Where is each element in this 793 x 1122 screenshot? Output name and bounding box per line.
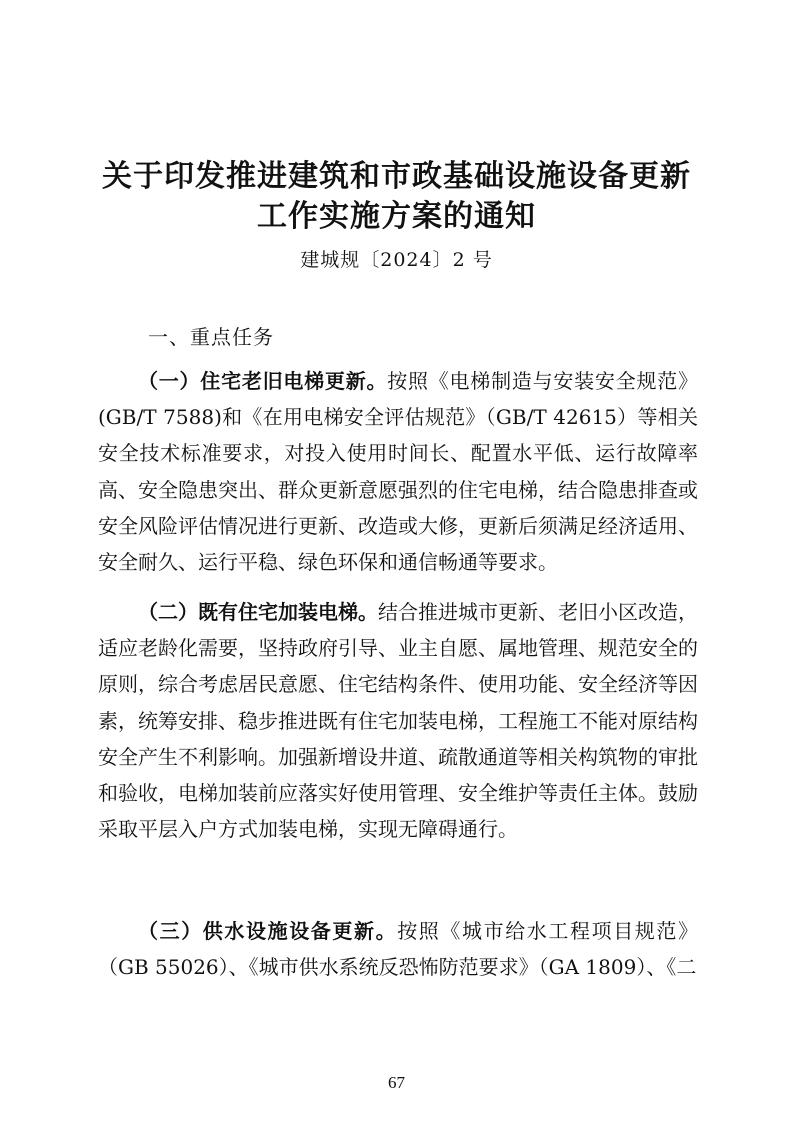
paragraph-lead: （一）住宅老旧电梯更新。 [138,369,388,393]
document-title-line-2: 工作实施方案的通知 [257,199,536,234]
paragraph-elevator-installation [98,594,698,847]
paragraph-elevator-renewal [98,363,698,580]
paragraph-body: 按照《电梯制造与安装安全规范》(GB/T 7588)和《在用电梯安全评估规范》（GB/T 42615）等相关安全技术标准要求，对投入使用时间长、配置水平低、运行故障率高、安全隐患突出、群众更新意愿强烈的住宅电梯，结合隐患排查或安全风险评估情况进行更新、改造或大修，更新后须满足经济适用、安全耐久、运行平稳、绿色环保和通信畅通等要求。 [98,369,699,575]
document-title-line-1: 关于印发推进建筑和市政基础设施设备更新 [102,159,691,194]
paragraph-lead: （二）既有住宅加装电梯。 [138,600,378,624]
paragraph-body: 按照《城市给水工程项目规范》（GB 55026）、《城市供水系统反恐怖防范要求》（GA 1809）、《二 [98,919,699,980]
document-number: 建城规〔2024〕2 号 [300,249,493,271]
paragraph-body: 结合推进城市更新、老旧小区改造，适应老龄化需要，坚持政府引导、业主自愿、属地管理、规范安全的原则，综合考虑居民意愿、住宅结构条件、使用功能、安全经济等因素，统筹安排、稳步推进既有住宅加装电梯，工程施工不能对原结构安全产生不利影响。加强新增设井道、疏散通道等相关构筑物的审批和验收，电梯加装前应落实好使用管理、安全维护等责任主体。鼓励采取平层入户方式加装电梯，实现无障碍通行。 [98,600,698,842]
paragraph-water-supply [98,913,698,985]
page-number: 67 [388,1073,405,1092]
paragraph-lead: （三）供水设施设备更新。 [138,919,398,943]
section-heading: 一、重点任务 [148,325,274,349]
